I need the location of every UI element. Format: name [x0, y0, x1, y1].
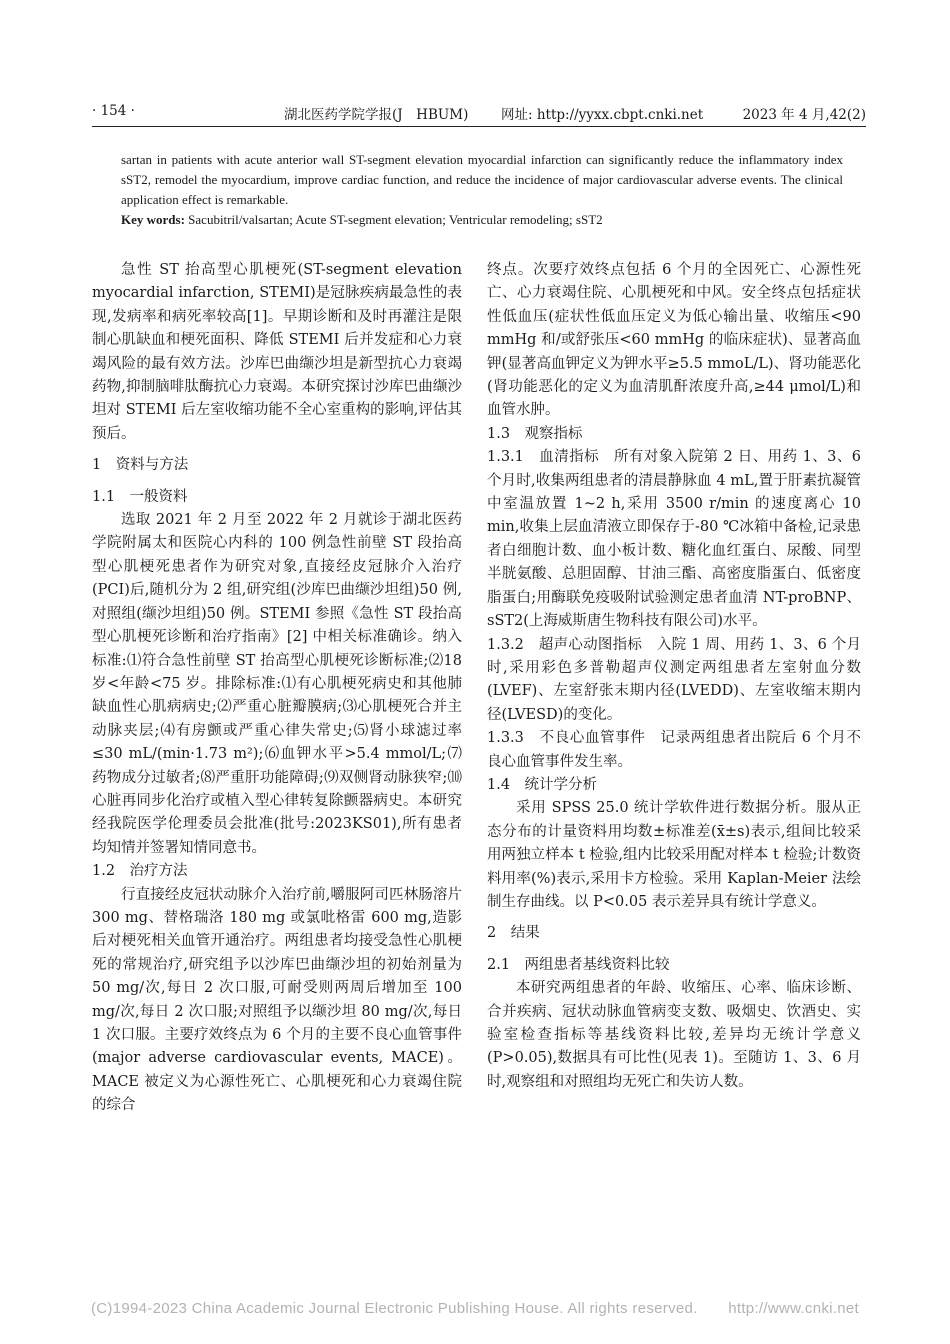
adverse-event-paragraph: 1.3.3 不良心血管事件 记录两组患者出院后 6 个月不良心血管事件发生率。 — [487, 730, 861, 770]
keywords-line — [121, 210, 843, 230]
section-1-3-heading: 1.3 观察指标 — [487, 425, 583, 442]
section-2-heading: 2 结果 — [487, 925, 540, 942]
journal-name: 湖北医药学院学报(J HBUM) — [284, 107, 469, 123]
section-2-1-heading: 2.1 两组患者基线资料比较 — [487, 956, 670, 973]
page-number: · 154 · — [92, 103, 135, 119]
endpoint-paragraph: 终点。次要疗效终点包括 6 个月的全因死亡、心源性死亡、心力衰竭住院、心肌梗死和中风。安全终点包括症状性低血压(症状性低血压定义为低心输出量、收缩压<90 mmHg 和/或舒张压<60 mmHg 的临床症状)、显著高血钾(显著高血钾定义为钾水平≥5.5 mmoL/L)、肾功能恶化(肾功能恶化的定义为血清肌酐浓度升高,≥44 μmol/L)和血管水肿。 — [487, 262, 861, 419]
right-column — [487, 259, 861, 1094]
statistics-paragraph: 采用 SPSS 25.0 统计学软件进行数据分析。服从正态分布的计量资料用均数±标准差(x̄±s)表示,组间比较采用两独立样本 t 检验,组内比较采用配对样本 t 检验;计数资料用率(%)表示,采用卡方检验。采用 Kaplan-Meier 法绘制生存曲线。以 P<0.05 表示差异具有统计学意义。 — [487, 800, 861, 910]
issue-info: 2023 年 4 月,42(2) — [742, 107, 866, 123]
section-1-4-heading: 1.4 统计学分析 — [487, 776, 598, 793]
keywords-text: Sacubitril/valsartan; Acute ST-segment elevation; Ventricular remodeling; sST2 — [188, 212, 603, 227]
section-1-1-heading: 1.1 一般资料 — [92, 488, 188, 505]
header-rule — [92, 126, 866, 127]
treatment-paragraph: 行直接经皮冠状动脉介入治疗前,嚼服阿司匹林肠溶片 300 mg、替格瑞洛 180 mg 或氯吡格雷 600 mg,造影后对梗死相关血管开通治疗。两组患者均接受急性心肌梗死的常规治疗,研究组予以沙库巴曲缬沙坦的初始剂量为 50 mg/次,每日 2 次口服,可耐受则两周后增加至 100 mg/次,每日 2 次口服;对照组予以缬沙坦 80 mg/次,每日 1 次口服。主要疗效终点为 6 个月的主要不良心血管事件(major adverse cardiovascular events, MACE)。MACE 被定义为心源性死亡、心肌梗死和心力衰竭住院的综合 — [92, 886, 462, 1114]
left-column — [92, 259, 462, 1118]
journal-website: 网址: http://yyxx.cbpt.cnki.net — [501, 107, 704, 123]
general-data-paragraph: 选取 2021 年 2 月至 2022 年 2 月就诊于湖北医药学院附属太和医院心内科的 100 例急性前壁 ST 段抬高型心肌梗死患者作为研究对象,直接经皮冠脉介入治疗(PCI)后,随机分为 2 组,研究组(沙库巴曲缬沙坦组)50 例,对照组(缬沙坦组)50 例。STEMI 参照《急性 ST 段抬高型心肌梗死诊断和治疗指南》[2] 中相关标准确诊。纳入标准:⑴符合急性前壁 ST 抬高型心肌梗死诊断标准;⑵18 岁<年龄<75 岁。排除标准:⑴有心肌梗死病史和其他肺缺血性心肌病病史;⑵严重心脏瓣膜病;⑶心肌梗死合并主动脉夹层;⑷有房颤或严重心律失常史;⑸肾小球滤过率≤30 mL/(min·1.73 m²);⑹血钾水平>5.4 mmol/L;⑺药物成分过敏者;⑻严重肝功能障碍;⑼双侧肾动脉狭窄;⑽心脏再同步化治疗或植入型心律转复除颤器病史。本研究经我院医学伦理委员会批准(批号:2023KS01),所有患者均知情并签署知情同意书。 — [92, 512, 462, 856]
abstract-block — [121, 150, 843, 230]
section-1-heading: 1 资料与方法 — [92, 457, 189, 474]
echo-index-paragraph: 1.3.2 超声心动图指标 入院 1 周、用药 1、3、6 个月时,采用彩色多普勒超声仪测定两组患者左室射血分数(LVEF)、左室舒张末期内径(LVEDD)、左室收缩末期内径(LVESD)的变化。 — [487, 636, 861, 723]
copyright-footer: (C)1994-2023 China Academic Journal Electronic Publishing House. All rights reserved. http://www.cnki.net — [91, 1300, 859, 1317]
intro-paragraph: 急性 ST 抬高型心肌梗死(ST-segment elevation myocardial infarction, STEMI)是冠脉疾病最急性的表现,发病率和病死率较高[1]。早期诊断和及时再灌注是限制心肌缺血和梗死面积、降低 STEMI 后并发症和心力衰竭风险的最有效方法。沙库巴曲缬沙坦是新型抗心力衰竭药物,抑制脑啡肽酶抗心力衰竭。本研究探讨沙库巴曲缬沙坦对 STEMI 后左室收缩功能不全心室重构的影响,评估其预后。 — [92, 262, 462, 442]
keywords-label: Key words: — [121, 212, 185, 227]
baseline-paragraph: 本研究两组患者的年龄、收缩压、心率、临床诊断、合并疾病、冠状动脉血管病变支数、吸烟史、饮酒史、实验室检查指标等基线资料比较,差异均无统计学意义(P>0.05),数据具有可比性(见表 1)。至随访 1、3、6 月时,观察组和对照组均无死亡和失访人数。 — [487, 980, 861, 1090]
abstract-text: sartan in patients with acute anterior wall ST-segment elevation myocardial infarction can significantly reduce the inflammatory index sST2, remodel the myocardium, improve cardiac function, and reduce the incidence of major cardiovascular adverse events. The clinical application effect is remarkable. — [121, 152, 843, 207]
serum-index-paragraph: 1.3.1 血清指标 所有对象入院第 2 日、用药 1、3、6 个月时,收集两组患者的清晨静脉血 4 mL,置于肝素抗凝管中室温放置 1~2 h,采用 3500 r/min 的速度离心 10 min,收集上层血清液立即保存于-80 ℃冰箱中备检,记录患者白细胞计数、血小板计数、糖化血红蛋白、尿酸、同型半胱氨酸、总胆固醇、甘油三酯、高密度脂蛋白、低密度脂蛋白;用酶联免疫吸附试验测定患者血清 NT-proBNP、sST2(上海威斯唐生物科技有限公司)水平。 — [487, 449, 861, 630]
section-1-2-heading: 1.2 治疗方法 — [92, 863, 188, 880]
